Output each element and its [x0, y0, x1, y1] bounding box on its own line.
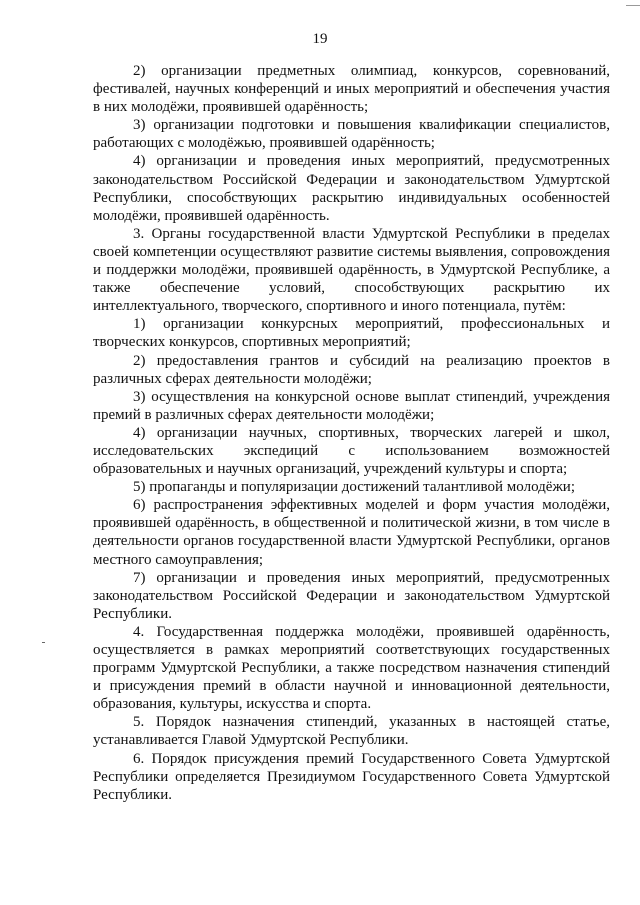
- paragraph-section-3: 3. Органы государственной власти Удмуртской Республики в пределах своей компетенции осуществляют развитие системы выявления, сопровождения и поддержки молодёжи, проявившей одарённость, в Удмуртской Республике, а также обеспечение условий, способствующих раскрытию их интеллектуального, творческого, спортивного и иного потенциала, путём:: [93, 225, 610, 315]
- page-number: 19: [312, 31, 328, 47]
- paragraph-section-4: 4. Государственная поддержка молодёжи, проявившей одарённость, осуществляется в рамках мероприятий соответствующих государственных программ Удмуртской Республики, а также посредством назначения стипендий и присуждения премий в области научной и инновационной деятельности, образования, культуры, искусства и спорта.: [93, 623, 610, 713]
- paragraph-item-4-camps: 4) организации научных, спортивных, творческих лагерей и школ, исследовательских экспедиций с использованием возможностей образовательных и научных организаций, учреждений культуры и спорта;: [93, 424, 610, 478]
- paragraph-item-3-scholarships: 3) осуществления на конкурсной основе выплат стипендий, учреждения премий в различных сферах деятельности молодёжи;: [93, 388, 610, 423]
- corner-scan-mark: [626, 0, 640, 6]
- paragraph-item-5-promotion: 5) пропаганды и популяризации достижений талантливой молодёжи;: [133, 479, 576, 496]
- paragraph-item-2-grants: 2) предоставления грантов и субсидий на реализацию проектов в различных сферах деятельности молодёжи;: [93, 352, 610, 387]
- paragraph-section-6: 6. Порядок присуждения премий Государственного Совета Удмуртской Республики определяется Президиумом Государственного Совета Удмуртской Республики.: [93, 750, 610, 803]
- paragraph-section-5: 5. Порядок назначения стипендий, указанных в настоящей статье, устанавливается Главой Удмуртской Республики.: [93, 714, 610, 749]
- paragraph-item-6-models: 6) распространения эффективных моделей и форм участия молодёжи, проявившей одарённость, в общественной и политической жизни, в том числе в деятельности органов государственной власти Удмуртской Республики, органов местного самоуправления;: [93, 497, 610, 568]
- margin-scan-mark: [42, 642, 45, 643]
- paragraph-item-1-contests: 1) организации конкурсных мероприятий, профессиональных и творческих конкурсов, спортивных мероприятий;: [93, 316, 610, 351]
- paragraph-item-3-training: 3) организации подготовки и повышения квалификации специалистов, работающих с молодёжью, проявившей одарённость;: [93, 117, 610, 152]
- paragraph-item-4-other-events: 4) организации и проведения иных мероприятий, предусмотренных законодательством Российской Федерации и законодательством Удмуртской Республики, способствующих раскрытию индивидуальных особенностей молодёжи, проявившей одарённость.: [93, 153, 610, 224]
- document-body: [93, 62, 610, 804]
- paragraph-item-7-other-events: 7) организации и проведения иных мероприятий, предусмотренных законодательством Российской Федерации и законодательством Удмуртской Республики.: [93, 569, 610, 622]
- paragraph-item-2-olympiads: 2) организации предметных олимпиад, конкурсов, соревнований, фестивалей, научных конференций и иных мероприятий и обеспечения участия в них молодёжи, проявившей одарённость;: [93, 63, 610, 116]
